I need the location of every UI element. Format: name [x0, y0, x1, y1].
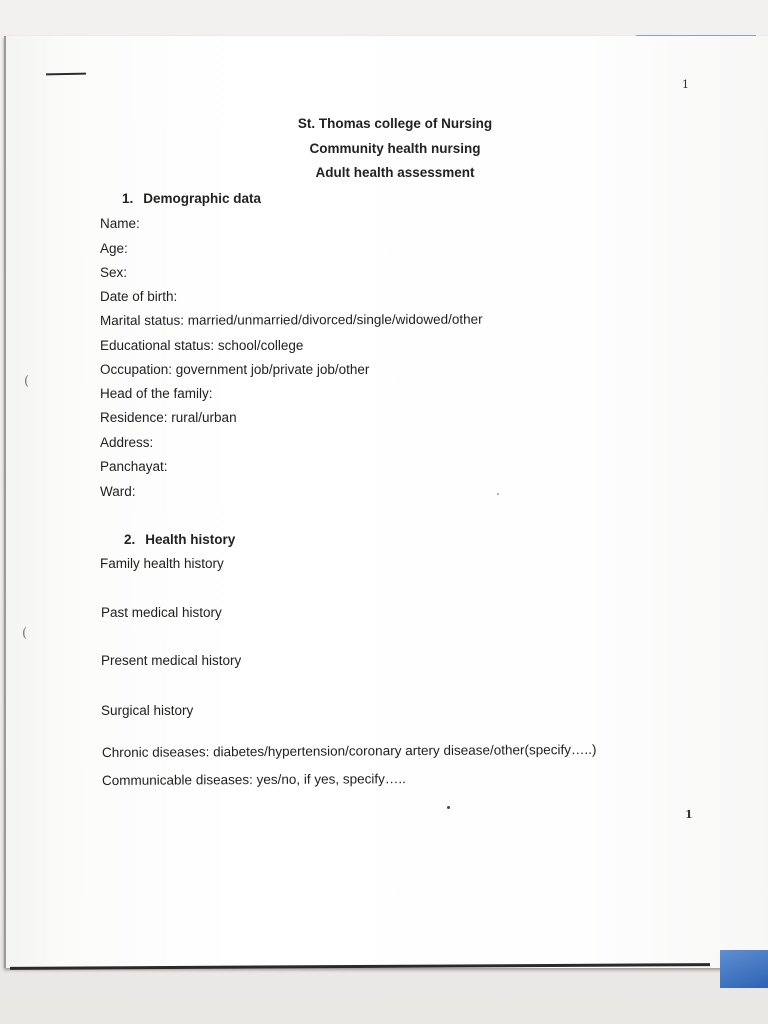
field-occupation: Occupation: government job/private job/other	[100, 362, 370, 377]
field-ward: Ward:	[100, 484, 136, 499]
page-number-top: 1	[682, 78, 689, 91]
course-heading: Community health nursing	[309, 141, 481, 156]
field-head-of-family: Head of the family:	[100, 386, 213, 401]
field-marital-status: Marital status: married/unmarried/divorced/single/widowed/other	[99, 311, 483, 328]
section-title: Demographic data	[143, 191, 262, 206]
college-name-heading: St. Thomas college of Nursing	[297, 116, 493, 131]
field-address: Address:	[100, 435, 154, 450]
field-residence: Residence: rural/urban	[100, 410, 237, 425]
section-number: 1.	[122, 191, 134, 206]
field-sex: Sex:	[100, 265, 128, 280]
field-date-of-birth: Date of birth:	[100, 289, 178, 304]
form-title-heading: Adult health assessment	[315, 165, 475, 180]
margin-paren-mark: (	[22, 626, 28, 641]
field-panchayat: Panchayat:	[100, 459, 168, 474]
history-chronic-diseases: Chronic diseases: diabetes/hypertension/coronary artery disease/other(specify…..)	[101, 741, 597, 760]
history-family: Family health history	[100, 556, 224, 571]
history-surgical: Surgical history	[101, 703, 194, 718]
field-age: Age:	[100, 241, 128, 256]
section-title: Health history	[145, 532, 236, 547]
margin-paren-mark: (	[24, 374, 30, 389]
history-past-medical: Past medical history	[101, 605, 222, 620]
history-communicable-diseases: Communicable diseases: yes/no, if yes, specify…..	[101, 771, 406, 788]
history-present-medical: Present medical history	[101, 653, 242, 668]
ink-speck	[497, 493, 499, 495]
background-blue-corner	[720, 950, 768, 988]
section-number: 2.	[124, 532, 136, 547]
field-name: Name:	[100, 216, 140, 231]
section-heading-health-history	[124, 532, 235, 547]
field-educational-status: Educational status: school/college	[100, 338, 304, 353]
ink-speck	[447, 806, 450, 809]
page-number-bottom: 1	[685, 808, 693, 821]
section-heading-demographic	[122, 191, 261, 206]
